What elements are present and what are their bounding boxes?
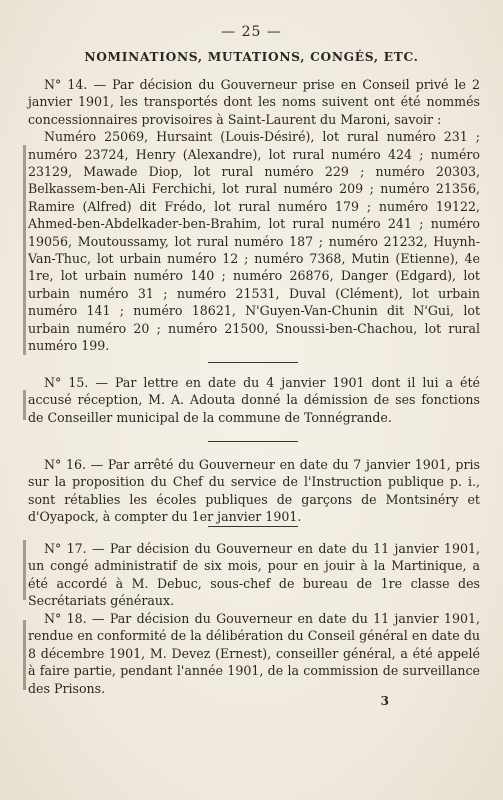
paragraph-17-text: N° 17. — Par décision du Gouverneur en date du 11 janvier 1901, un congé administratif de six mois, pour en jouir à la Martinique, a été accordé à M. Debuc, sous-chef de bureau de 1re classe des Secrétariats généraux. [28,541,480,609]
paragraph-15 [28,374,480,426]
margin-mark [23,145,26,355]
separator-rule [208,441,298,442]
page-number: — 25 — [221,24,282,40]
section-heading: NOMINATIONS, MUTATIONS, CONGÉS, ETC. [84,50,419,64]
paragraph-15-text: N° 15. — Par lettre en date du 4 janvier 1901 dont il lui a été accusé réception, M. A. Adouta donné la démission de ses fonctions de Conseiller municipal de la commune de Tonnégrande. [28,375,480,425]
paragraph-18 [28,610,480,697]
signature-mark: 3 [380,694,389,708]
separator-rule [208,362,298,363]
paragraph-14-list: Numéro 25069, Hursaint (Louis-Désiré), lot rural numéro 231 ; numéro 23724, Henry (Alexandre), lot rural numéro 424 ; numéro 23129, Mawade Diop, lot rural numéro 229 ; numéro 20303, Belkassem-ben-Ali Ferchichi, lot rural numéro 209 ; numéro 21356, Ramire (Alfred) dit Frédo, lot rural numéro 179 ; numéro 19122, Ahmed-ben-Abdelkader-ben-Brahim, lot rural numéro 241 ; numéro 19056, Moutoussamy, lot rural numéro 187 ; numéro 21232, Huynh-Van-Thuc, lot urbain numéro 12 ; numéro 7368, Mutin (Etienne), 4e 1re, lot urbain numéro 140 ; numéro 26876, Danger (Edgard), lot urbain numéro 31 ; numéro 21531, Duval (Clément), lot urbain numéro 141 ; numéro 18621, N'Guyen-Van-Chunin dit N'Gui, lot urbain numéro 20 ; numéro 21500, Snoussi-ben-Chachou, lot rural numéro 199. [28,129,480,354]
paragraph-17 [28,540,480,610]
margin-mark [23,390,26,420]
margin-mark [23,540,26,600]
paragraph-14 [28,76,480,355]
paragraph-18-text: N° 18. — Par décision du Gouverneur en date du 11 janvier 1901, rendue en conformité de la délibération du Conseil général en date du 8 décembre 1901, M. Devez (Ernest), conseiller général, a été appelé à faire partie, pendant l'année 1901, de la commission de surveillance des Prisons. [28,611,480,696]
paragraph-16 [28,456,480,526]
separator-rule [208,526,298,527]
paragraph-14-intro: N° 14. — Par décision du Gouverneur prise en Conseil privé le 2 janvier 1901, les transportés dont les noms suivent ont été nommés concessionnaires provisoires à Saint-Laurent du Maroni, savoir : [28,77,480,127]
margin-mark [23,620,26,690]
paragraph-16-text: N° 16. — Par arrêté du Gouverneur en date du 7 janvier 1901, pris sur la proposition du Chef du service de l'Instruction publique p. i., sont rétablies les écoles publiques de garçons de Montsinéry et d'Oyapock, à compter du 1er janvier 1901. [28,457,480,525]
